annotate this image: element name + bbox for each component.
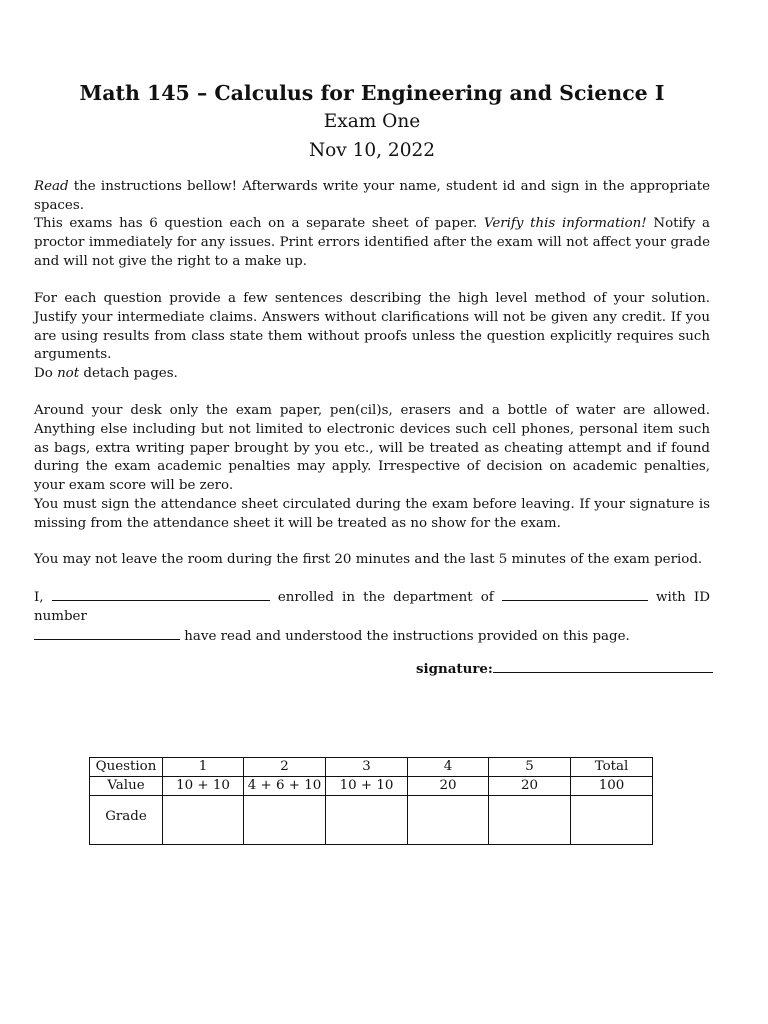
question-value: 20: [408, 777, 489, 796]
student-id-field[interactable]: [34, 626, 180, 640]
grade-cell[interactable]: [489, 796, 571, 845]
instruction-question-count-a: This exams has 6 question each on a separate sheet of paper.: [34, 216, 484, 231]
value-header: Value: [90, 777, 163, 796]
name-field[interactable]: [52, 587, 270, 601]
question-number: 4: [408, 758, 489, 777]
question-value: 10 + 10: [326, 777, 408, 796]
emphasis-not: not: [57, 366, 80, 381]
total-value: 100: [571, 777, 653, 796]
declaration-prefix: I,: [34, 590, 44, 605]
question-number: 3: [326, 758, 408, 777]
question-value: 10 + 10: [163, 777, 244, 796]
question-number: 5: [489, 758, 571, 777]
question-value: 4 + 6 + 10: [244, 777, 326, 796]
emphasis-verify: Verify this information!: [483, 216, 647, 231]
instruction-read: [34, 178, 710, 216]
question-header: Question: [90, 758, 163, 777]
instruction-attendance: You must sign the attendance sheet circulated during the exam before leaving. If your signature is missing from the attendance sheet it will be treated as no show for the exam.: [34, 497, 710, 531]
grade-total-cell[interactable]: [571, 796, 653, 845]
instruction-question-count: [34, 215, 710, 271]
declaration: [34, 587, 710, 646]
instruction-allowed-items: Around your desk only the exam paper, pen(cil)s, erasers and a bottle of water are allowed. Anything else including but not limited to electronic devices such cell phones, personal item such as bags, extra writing paper brought by you etc., will be treated as cheating attempt and if found during the exam academic penalties may apply. Irrespective of decision on academic penalties, your exam score will be zero.: [34, 403, 710, 494]
signature-row: [416, 659, 710, 679]
instruction-detach: [34, 365, 710, 384]
question-number: 1: [163, 758, 244, 777]
grade-table: [89, 757, 653, 845]
exam-name: Exam One: [323, 111, 421, 132]
question-number: 2: [244, 758, 326, 777]
question-total-header: Total: [571, 758, 653, 777]
signature-field[interactable]: [493, 659, 713, 673]
grade-row: [90, 796, 653, 845]
declaration-with-id: with ID number: [34, 590, 710, 624]
department-field[interactable]: [502, 587, 648, 601]
exam-cover-page: [34, 0, 710, 1024]
instruction-read-text: the instructions bellow! Afterwards write your name, student id and sign in the appropriate spaces.: [34, 179, 710, 213]
instruction-leaving: You may not leave the room during the first 20 minutes and the last 5 minutes of the exam period.: [34, 552, 703, 567]
instruction-question-count-b: Notify a proctor immediately for any issues. Print errors identified after the exam will not affect your grade and will not give the right to a make up.: [34, 216, 710, 269]
grade-cell[interactable]: [326, 796, 408, 845]
question-value: 20: [489, 777, 571, 796]
instruction-detach-a: Do: [34, 366, 58, 381]
grade-cell[interactable]: [163, 796, 244, 845]
question-row: [90, 758, 653, 777]
grade-cell[interactable]: [244, 796, 326, 845]
course-title: Math 145 – Calculus for Engineering and Science I: [79, 81, 665, 105]
exam-date: Nov 10, 2022: [308, 140, 436, 161]
declaration-understood: have read and understood the instructions provided on this page.: [184, 629, 630, 644]
grade-cell[interactable]: [408, 796, 489, 845]
value-row: [90, 777, 653, 796]
signature-label: signature:: [416, 661, 493, 677]
grade-header: Grade: [90, 796, 163, 845]
instruction-justify: For each question provide a few sentences describing the high level method of your solution. Justify your intermediate claims. Answers without clarifications will not be given any credit. If you are using results from class state them without proofs unless the question explicitly requires such arguments.: [34, 291, 710, 363]
emphasis-read: Read: [34, 179, 69, 194]
instruction-detach-b: detach pages.: [79, 366, 178, 381]
declaration-enrolled: enrolled in the department of: [277, 590, 494, 605]
